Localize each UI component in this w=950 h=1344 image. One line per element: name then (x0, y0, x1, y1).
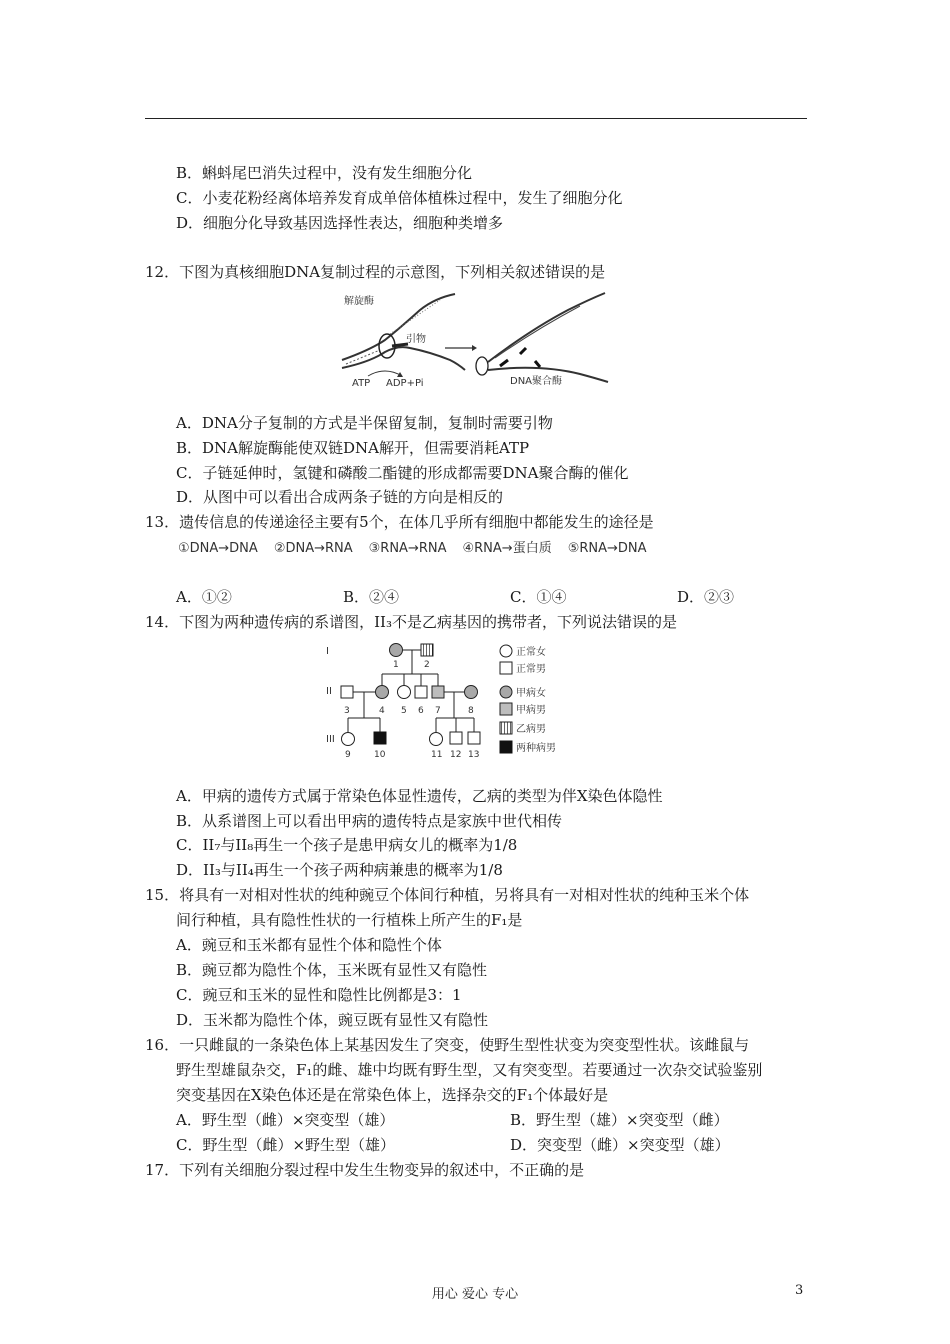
q16-option-c: C．野生型（雌）×野生型（雄） (176, 1136, 396, 1154)
q16-option-b: B．野生型（雄）×突变型（雌） (510, 1111, 729, 1129)
pathway-3: ③RNA→RNA (368, 541, 447, 556)
svg-text:7: 7 (435, 706, 441, 716)
q14-option-a: A．甲病的遗传方式属于常染色体显性遗传，乙病的类型为伴X染色体隐性 (176, 787, 663, 805)
legend-a-female: 甲病女 (516, 688, 546, 699)
svg-text:11: 11 (431, 750, 443, 760)
q15-option-b: B．豌豆都为隐性个体，玉米既有显性又有隐性 (176, 961, 488, 979)
svg-text:9: 9 (345, 750, 351, 760)
pathway-2: ②DNA→RNA (273, 541, 353, 556)
q16-stem-line2: 野生型雄鼠杂交，F₁的雌、雄中均既有野生型，又有突变型。若要通过一次杂交试验鉴别 (176, 1061, 763, 1079)
q13-pathways (178, 537, 663, 556)
q14-option-b: B．从系谱图上可以看出甲病的遗传特点是家族中世代相传 (176, 812, 563, 830)
q13-stem: 13．遗传信息的传递途径主要有5个，在体几乎所有细胞中都能发生的途径是 (145, 513, 654, 531)
q16-option-d: D．突变型（雌）×突变型（雄） (510, 1136, 730, 1154)
q16-stem-line1: 16．一只雌鼠的一条染色体上某基因发生了突变，使野生型性状变为突变型性状。该雌鼠与 (145, 1036, 750, 1054)
pathway-4: ④RNA→蛋白质 (462, 541, 552, 556)
q11-option-c: C．小麦花粉经离体培养发育成单倍体植株过程中，发生了细胞分化 (176, 189, 623, 207)
q13-option-b: B．②④ (343, 588, 400, 606)
polymerase-label: DNA聚合酶 (510, 376, 563, 387)
q17-stem: 17．下列有关细胞分裂过程中发生生物变异的叙述中，不正确的是 (145, 1161, 585, 1179)
q12-option-b: B．DNA解旋酶能使双链DNA解开，但需要消耗ATP (176, 439, 530, 457)
pathway-1: ①DNA→DNA (178, 541, 258, 556)
q14-option-c: C．II₇与II₈再生一个孩子是患甲病女儿的概率为1/8 (176, 836, 518, 854)
svg-text:13: 13 (468, 750, 480, 760)
legend-both-male: 两种病男 (516, 743, 556, 754)
q15-stem-line1: 15．将具有一对相对性状的纯种豌豆个体间行种植，另将具有一对相对性状的纯种玉米个体 (145, 886, 750, 904)
q13-options (176, 587, 844, 607)
gen-label-3: III (326, 734, 335, 745)
q15-option-c: C．豌豆和玉米的显性和隐性比例都是3：1 (176, 986, 462, 1004)
q12-option-a: A．DNA分子复制的方式是半保留复制，复制时需要引物 (176, 414, 553, 432)
header-rule (145, 118, 807, 119)
q13-option-c: C．①④ (510, 588, 567, 606)
q16-options-row2 (176, 1135, 844, 1155)
svg-text:12: 12 (450, 750, 462, 760)
legend-a-male: 甲病男 (516, 705, 546, 716)
svg-text:4: 4 (379, 706, 385, 716)
legend-normal-female: 正常女 (516, 647, 546, 658)
q16-options-row1 (176, 1110, 844, 1130)
svg-text:5: 5 (401, 706, 407, 716)
svg-text:2: 2 (424, 660, 430, 670)
legend-b-male: 乙病男 (516, 724, 546, 735)
atp-label: ATP (352, 378, 371, 389)
page-footer: 用心 爱心 专心 (431, 1287, 519, 1302)
q15-option-a: A．豌豆和玉米都有显性个体和隐性个体 (176, 936, 442, 954)
svg-text:10: 10 (374, 750, 386, 760)
q14-stem: 14．下图为两种遗传病的系谱图，II₃不是乙病基因的携带者，下列说法错误的是 (145, 613, 677, 631)
q11-option-b: B．蝌蚪尾巴消失过程中，没有发生细胞分化 (176, 164, 473, 182)
q15-stem-line2: 间行种植，具有隐性性状的一行植株上所产生的F₁是 (176, 911, 523, 929)
dna-replication-figure (340, 290, 615, 390)
pedigree-figure (318, 642, 568, 762)
q15-option-d: D．玉米都为隐性个体，豌豆既有显性又有隐性 (176, 1011, 489, 1029)
q12-stem: 12．下图为真核细胞DNA复制过程的示意图，下列相关叙述错误的是 (145, 263, 606, 281)
q13-option-a: A．①② (176, 588, 232, 606)
svg-text:6: 6 (418, 706, 424, 716)
helicase-label: 解旋酶 (344, 296, 374, 307)
svg-text:8: 8 (468, 706, 474, 716)
legend-normal-male: 正常男 (516, 664, 546, 675)
q16-stem-line3: 突变基因在X染色体还是在常染色体上，选择杂交的F₁个体最好是 (176, 1086, 609, 1104)
q11-option-d: D．细胞分化导致基因选择性表达，细胞种类增多 (176, 214, 504, 232)
svg-text:3: 3 (344, 706, 350, 716)
gen-label-2: II (326, 686, 332, 697)
q16-option-a: A．野生型（雌）×突变型（雄） (176, 1111, 395, 1129)
gen-label-1: I (326, 646, 329, 657)
adp-label: ADP+Pi (386, 378, 424, 389)
q12-option-d: D．从图中可以看出合成两条子链的方向是相反的 (176, 488, 504, 506)
q13-option-d: D．②③ (677, 588, 735, 606)
svg-text:1: 1 (393, 660, 399, 670)
q12-option-c: C．子链延伸时，氢键和磷酸二酯键的形成都需要DNA聚合酶的催化 (176, 464, 629, 482)
page-number: 3 (795, 1283, 804, 1298)
primer-label: 引物 (406, 334, 426, 345)
q14-option-d: D．II₃与II₄再生一个孩子两种病兼患的概率为1/8 (176, 861, 503, 879)
pathway-5: ⑤RNA→DNA (567, 541, 647, 556)
